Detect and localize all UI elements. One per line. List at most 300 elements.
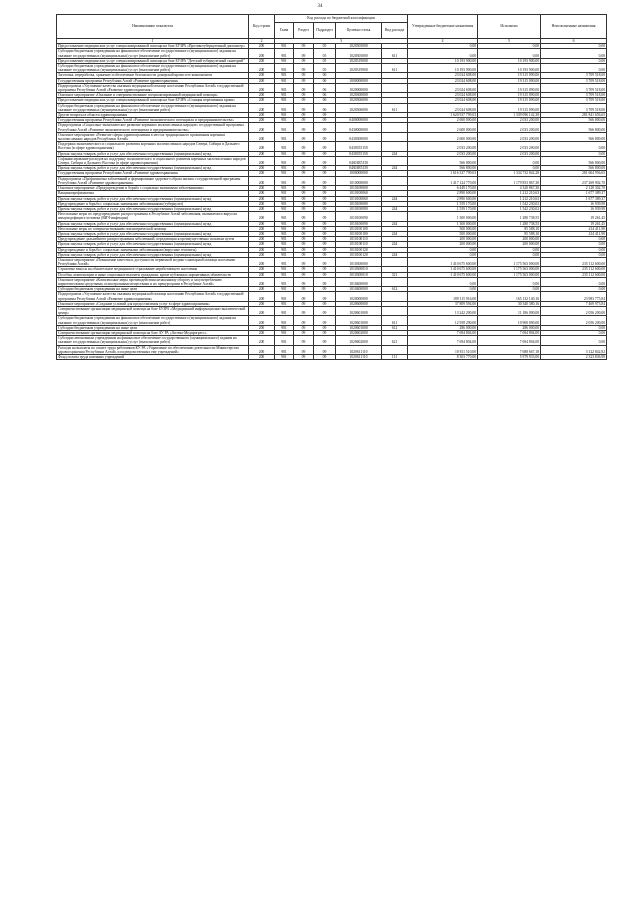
row-approved: 0,00 [408, 277, 478, 286]
row-target: 1020601000 [336, 325, 382, 330]
row-vid: 612 [382, 287, 408, 292]
row-glava: 901 [275, 277, 294, 286]
row-razdel: 09 [294, 49, 314, 58]
row-unexecuted: 2 056 200,00 [541, 316, 607, 325]
row-name: Государственная программа Республики Алтай «Развитие здравоохранения» [57, 171, 249, 176]
row-glava: 901 [275, 118, 294, 123]
row-target: 1010100060 [336, 191, 382, 196]
row-name: Пособия, компенсации и иные социальные выплаты гражданам, кроме публичных нормативных обязательств [57, 272, 249, 277]
row-glava: 901 [275, 123, 294, 132]
row-razdel: 09 [294, 247, 314, 252]
row-approved: 2 600 000,00 [408, 123, 478, 132]
row-approved: 1 300 000,00 [408, 212, 478, 221]
row-code: 200 [249, 151, 275, 156]
row-glava: 901 [275, 93, 294, 98]
row-glava: 901 [275, 272, 294, 277]
row-razdel: 09 [294, 231, 314, 236]
row-glava: 901 [275, 212, 294, 221]
row-vid: 244 [382, 166, 408, 171]
row-code: 200 [249, 206, 275, 211]
row-unexecuted: 0,00 [541, 142, 607, 151]
row-approved: 189 115 916,00 [408, 292, 478, 301]
row-glava: 901 [275, 171, 294, 176]
row-razdel: 09 [294, 267, 314, 272]
row-executed: 85 588,10 [478, 231, 541, 236]
row-vid: 621 [382, 336, 408, 345]
row-podrazdel: 09 [314, 221, 336, 226]
row-name: Прочая закупка товаров, работ и услуг для обеспечения государственных (муниципальных) нужд [57, 221, 249, 226]
row-vid [382, 156, 408, 165]
row-approved: 200 000,00 [408, 242, 478, 247]
row-vid: 244 [382, 206, 408, 211]
row-executed: 0,00 [478, 44, 541, 49]
row-executed: 1 542 230,02 [478, 201, 541, 206]
row-code: 200 [249, 191, 275, 196]
page-number: 34 [317, 4, 323, 9]
row-podrazdel: 09 [314, 113, 336, 118]
row-executed: 10 193 900,00 [478, 58, 541, 63]
row-razdel: 09 [294, 191, 314, 196]
row-target: 1020601000 [336, 306, 382, 315]
row-name: Субсидии автономным учреждениям на финансовое обеспечение государственного (муниципального) задания на оказание государственных (муниципальных) услуг (выполнение работ) [57, 336, 249, 345]
row-razdel: 09 [294, 176, 314, 185]
row-glava: 901 [275, 64, 294, 73]
row-razdel: 09 [294, 330, 314, 335]
row-unexecuted: 0,00 [541, 44, 607, 49]
row-name: Основное мероприятие «Оказание и совершенствование специализированной медицинской помощи» [57, 93, 249, 98]
row-podrazdel: 06 [314, 93, 336, 98]
row-vid: 611 [382, 49, 408, 58]
row-glava: 901 [275, 287, 294, 292]
row-podrazdel: 06 [314, 98, 336, 103]
row-name: Предупреждение и борьба с социально значимыми заболеваниями (туберкулез) [57, 201, 249, 206]
row-podrazdel: 09 [314, 272, 336, 277]
table-row [57, 316, 607, 325]
row-approved: 37 809 594,00 [408, 301, 478, 306]
row-name: Подпрограмма «Улучшение качества оказания медицинской помощи населению Республики Алтай» государственной программы Республики Алтай «Развитие здравоохранения» [57, 292, 249, 301]
row-name: Поддержка экономического и социального развития коренных малочисленных народов Севера, Сибири и Дальнего Востока (в сфере здравоохранения) [57, 142, 249, 151]
row-vid: 244 [382, 231, 408, 236]
row-vid: 611 [382, 103, 408, 112]
row-podrazdel: 09 [314, 277, 336, 286]
row-vid: 244 [382, 151, 408, 156]
row-unexecuted: 0,00 [541, 64, 607, 73]
row-razdel: 09 [294, 272, 314, 277]
row-name: Подпрограмма «Улучшение качества оказания медицинской помощи населению Республики Алтай» государственной программы Республики Алтай «Развитие здравоохранения» [57, 83, 249, 92]
row-code: 200 [249, 44, 275, 49]
row-target: 1010100120 [336, 252, 382, 257]
header-razdel: Раздел [294, 23, 314, 39]
row-podrazdel: 09 [314, 191, 336, 196]
row-code: 200 [249, 257, 275, 266]
row-name: Расходы на выплаты по оплате труда работников КУ РА «Управление по обеспечению деятельности Министерства здравоохранения Республики Алтай» и подведомственных ему учреждений» [57, 345, 249, 354]
row-approved: 2 033 200,00 [408, 151, 478, 156]
header-unexecuted: Неисполненные назначения [541, 15, 607, 39]
row-executed: 2 033 200,00 [478, 151, 541, 156]
row-approved: 500 000,00 [408, 231, 478, 236]
row-podrazdel: 09 [314, 316, 336, 325]
row-razdel: 09 [294, 345, 314, 354]
row-podrazdel: 09 [314, 257, 336, 266]
row-glava: 901 [275, 142, 294, 151]
row-code: 200 [249, 272, 275, 277]
row-podrazdel: 09 [314, 330, 336, 335]
row-razdel: 09 [294, 93, 314, 98]
row-name: Заготовка, переработка, хранение и обеспечение безопасности донорской крови и ее компонентов [57, 73, 249, 78]
row-executed: 7 694 804,00 [478, 330, 541, 335]
row-approved: 10 811 510,00 [408, 345, 478, 354]
header-approved: Утвержденные бюджетные назначения [408, 15, 478, 39]
row-glava: 901 [275, 226, 294, 231]
row-razdel: 09 [294, 206, 314, 211]
row-unexecuted: 3 709 518,00 [541, 73, 607, 78]
row-approved: 1 616 337 799,03 [408, 171, 478, 176]
row-name: Предупреждение дальнейшего распространения заболеваний, передающихся преимущественно половым путем [57, 237, 249, 242]
row-target: 1020319000 [336, 58, 382, 63]
row-razdel: 09 [294, 83, 314, 92]
row-vid: 244 [382, 252, 408, 257]
row-podrazdel: 09 [314, 306, 336, 315]
row-target: 1020306000 [336, 98, 382, 103]
table-row [57, 336, 607, 345]
row-podrazdel: 09 [314, 355, 336, 360]
row-unexecuted: 0,00 [541, 252, 607, 257]
row-executed: 19 315 090,00 [478, 93, 541, 98]
row-razdel: 09 [294, 118, 314, 123]
row-target: 1020305000 [336, 49, 382, 58]
row-approved: 13 242 290,00 [408, 306, 478, 315]
row-target: 0430000000 [336, 123, 382, 132]
table-row [57, 277, 607, 286]
row-executed: 30 340 380,16 [478, 301, 541, 306]
row-executed: 19 315 090,00 [478, 78, 541, 83]
row-unexecuted: 414 411,90 [541, 231, 607, 236]
header-classification: Код расхода по бюджетной классификации [275, 15, 408, 23]
row-approved: 23 024 608,00 [408, 83, 478, 92]
row-name: Субсидии бюджетным учреждениям на иные цели [57, 287, 249, 292]
row-glava: 901 [275, 166, 294, 171]
row-code: 200 [249, 345, 275, 354]
row-target: 1020602000 [336, 330, 382, 335]
row-unexecuted: 566 800,00 [541, 156, 607, 165]
row-code: 200 [249, 98, 275, 103]
column-number: 2 [249, 39, 275, 44]
row-code: 200 [249, 123, 275, 132]
row-approved: 23 024 608,00 [408, 98, 478, 103]
row-razdel: 09 [294, 103, 314, 112]
row-code: 200 [249, 212, 275, 221]
row-code: 200 [249, 196, 275, 201]
row-vid [382, 83, 408, 92]
row-podrazdel: 09 [314, 186, 336, 191]
row-executed: 200 000,00 [478, 237, 541, 242]
row-glava: 901 [275, 73, 294, 78]
row-unexecuted: 237 269 902,70 [541, 176, 607, 185]
row-target: 1020319000 [336, 64, 382, 73]
row-podrazdel: 09 [314, 123, 336, 132]
row-code: 200 [249, 142, 275, 151]
row-code: 200 [249, 58, 275, 63]
row-razdel: 09 [294, 226, 314, 231]
row-code: 200 [249, 330, 275, 335]
row-razdel: 09 [294, 306, 314, 315]
row-razdel: 09 [294, 156, 314, 165]
row-glava: 901 [275, 49, 294, 58]
row-approved: 23 024 608,00 [408, 73, 478, 78]
row-code: 200 [249, 64, 275, 73]
row-vid: 244 [382, 196, 408, 201]
row-unexecuted: 3 122 842,82 [541, 345, 607, 354]
row-code: 200 [249, 166, 275, 171]
row-code: 200 [249, 113, 275, 118]
row-target: 1020300000 [336, 93, 382, 98]
table-row [57, 103, 607, 112]
row-glava: 901 [275, 221, 294, 226]
row-approved: 1 300 000,00 [408, 221, 478, 226]
row-name: Основное мероприятие «Комплексные меры противодействия незаконному обороту и злоупотреблению наркотическими средствами, психотропными веществами и их прекурсорами в Республике Алтай» [57, 277, 249, 286]
row-target: 1010000000 [336, 176, 382, 185]
row-razdel: 09 [294, 277, 314, 286]
row-approved: 200 000,00 [408, 237, 478, 242]
row-vid [382, 142, 408, 151]
row-target: 1020600000 [336, 301, 382, 306]
row-unexecuted: 0,00 [541, 237, 607, 242]
row-target: 1010300000 [336, 257, 382, 266]
row-code: 200 [249, 93, 275, 98]
row-podrazdel: 09 [314, 132, 336, 141]
row-unexecuted: 2 128 302,70 [541, 186, 607, 191]
row-approved: 566 800,00 [408, 156, 478, 165]
row-target: 1010100110 [336, 237, 382, 242]
row-target: 1020602000 [336, 336, 382, 345]
row-name: Предоставление медицинских услуг специализированной помощи на базе БУЗРА "Детский туберкулезный санаторий" [57, 58, 249, 63]
row-name: Основное мероприятие «Предупреждение и борьба с социально значимыми заболеваниями» [57, 186, 249, 191]
column-number: 6 [541, 39, 607, 44]
row-target: 0400000000 [336, 118, 382, 123]
row-unexecuted: 0,00 [541, 277, 607, 286]
row-unexecuted: 281 604 956,65 [541, 171, 607, 176]
row-code: 200 [249, 156, 275, 165]
row-code: 200 [249, 237, 275, 242]
row-unexecuted: 566 800,00 [541, 123, 607, 132]
row-podrazdel: 06 [314, 103, 336, 112]
row-name: Субсидии бюджетным учреждениям на финансовое обеспечение государственного (муниципального) задания на оказание государственных (муниципальных) услуг (выполнение работ) [57, 49, 249, 58]
row-target: 1010100100 [336, 231, 382, 236]
row-name: Субсидии бюджетным учреждениям на иные цели [57, 325, 249, 330]
row-unexecuted: 2 323 836,98 [541, 355, 607, 360]
row-approved: 1 620 937 799,03 [408, 113, 478, 118]
table-row [57, 355, 607, 360]
row-unexecuted: 0,00 [541, 330, 607, 335]
row-approved: 1 417 124 770,00 [408, 176, 478, 185]
row-vid [382, 123, 408, 132]
budget-execution-table [56, 14, 607, 360]
row-code: 200 [249, 301, 275, 306]
row-unexecuted: 16 939,98 [541, 206, 607, 211]
row-code: 200 [249, 287, 275, 292]
row-code: 200 [249, 83, 275, 92]
row-glava: 901 [275, 83, 294, 92]
row-name: Государственная программа Республики Алтай «Развитие экономического потенциала и предпринимательства» [57, 118, 249, 123]
row-name: Государственная программа Республики Алтай «Развитие здравоохранения» [57, 78, 249, 83]
row-target: 1010300010 [336, 267, 382, 272]
row-podrazdel: 09 [314, 325, 336, 330]
row-unexecuted: 566 800,00 [541, 132, 607, 141]
row-approved: 0,00 [408, 247, 478, 252]
table-row [57, 176, 607, 185]
row-executed: 10 193 900,00 [478, 64, 541, 73]
row-glava: 901 [275, 301, 294, 306]
row-executed: 19 315 090,00 [478, 103, 541, 112]
row-executed: 7 694 804,00 [478, 336, 541, 345]
row-target: 1010400000 [336, 287, 382, 292]
row-razdel: 09 [294, 212, 314, 221]
row-vid [382, 277, 408, 286]
row-executed: 1 212 210,63 [478, 196, 541, 201]
row-name: Совершенствование организации медицинской помощи на базе АУ РА «Аптека-Медпрогресс» [57, 330, 249, 335]
row-code: 200 [249, 247, 275, 252]
row-name: Прочая закупка товаров, работ и услуг для обеспечения государственных (муниципальных) нужд [57, 242, 249, 247]
row-razdel: 09 [294, 113, 314, 118]
row-unexecuted: 281 841 656,65 [541, 113, 607, 118]
row-podrazdel: 06 [314, 83, 336, 92]
row-unexecuted: 3 709 518,00 [541, 103, 607, 112]
row-glava: 901 [275, 132, 294, 141]
header-name: Наименование показателя [57, 15, 249, 39]
row-code: 200 [249, 49, 275, 58]
row-vid: 611 [382, 64, 408, 73]
table-row [57, 123, 607, 132]
table-row [57, 142, 607, 151]
row-executed: 4 320 867,30 [478, 186, 541, 191]
row-approved: 23 024 608,00 [408, 103, 478, 112]
row-name: Неотложные меры по совершенствованию психиатрической помощи [57, 226, 249, 231]
row-vid [382, 257, 408, 266]
row-glava: 901 [275, 247, 294, 252]
row-unexecuted: 2 056 200,00 [541, 306, 607, 315]
row-name: Прочая закупка товаров, работ и услуг для обеспечения государственных (муниципальных) нужд [57, 206, 249, 211]
row-approved: 2 600 000,00 [408, 132, 478, 141]
row-approved: 23 024 608,00 [408, 93, 478, 98]
row-executed: 0,00 [478, 252, 541, 257]
row-glava: 901 [275, 316, 294, 325]
row-glava: 901 [275, 242, 294, 247]
row-target: 1020611110 [336, 345, 382, 354]
row-razdel: 09 [294, 78, 314, 83]
row-podrazdel: 05 [314, 64, 336, 73]
row-podrazdel: 09 [314, 242, 336, 247]
row-executed: 286 000,00 [478, 325, 541, 330]
row-podrazdel: 09 [314, 166, 336, 171]
row-name: Фонд оплаты труда казенных учреждений [57, 355, 249, 360]
row-target: 1020306000 [336, 103, 382, 112]
row-executed: 1 179 853 867,30 [478, 176, 541, 185]
row-name: Страховые взносы на обязательное медицинское страхование неработающего населения [57, 267, 249, 272]
row-name: Основное мероприятие «Повышение качества и доступности первичной медико-санитарной помощи населению Республики Алтай» [57, 257, 249, 266]
table-row [57, 292, 607, 301]
row-glava: 901 [275, 191, 294, 196]
row-razdel: 09 [294, 132, 314, 141]
row-glava: 901 [275, 345, 294, 354]
column-number: 1 [57, 39, 249, 44]
row-executed: 200 000,00 [478, 242, 541, 247]
row-unexecuted: 3 709 518,00 [541, 78, 607, 83]
row-executed: 5 979 933,00 [478, 355, 541, 360]
header-target: Целевая статья [336, 23, 382, 39]
row-name: Основное мероприятие «Создание условий для предоставления услуг в сфере здравоохранения» [57, 301, 249, 306]
row-approved: 10 193 900,00 [408, 64, 478, 73]
row-approved: 2 890 600,00 [408, 191, 478, 196]
row-unexecuted: 0,00 [541, 49, 607, 58]
row-vid: 321 [382, 272, 408, 277]
row-target: 1020601000 [336, 316, 382, 325]
row-executed: 1 542 230,02 [478, 206, 541, 211]
row-target: 1020000000 [336, 83, 382, 92]
table-row [57, 212, 607, 221]
row-podrazdel: 09 [314, 345, 336, 354]
row-unexecuted: 23 983 775,84 [541, 292, 607, 301]
table-row [57, 83, 607, 92]
row-target: 0430355150 [336, 151, 382, 156]
row-target: 1020000000 [336, 292, 382, 301]
row-executed: 2 033 200,00 [478, 118, 541, 123]
row-target: 1010100110 [336, 242, 382, 247]
row-name: Софинансирование расходов на поддержку экономического и социального развития коренных малочисленных народов Севера, Сибири и Дальнего Востока (в сфере здравоохранения) [57, 156, 249, 165]
row-podrazdel: 09 [314, 206, 336, 211]
row-unexecuted: 1 677 389,37 [541, 191, 607, 196]
row-approved: 12 958 290,00 [408, 316, 478, 325]
row-vid [382, 292, 408, 301]
table-row [57, 306, 607, 315]
row-razdel: 09 [294, 73, 314, 78]
row-approved: 566 800,00 [408, 166, 478, 171]
row-executed: 1 175 563 000,00 [478, 267, 541, 272]
row-approved: 6 449 170,00 [408, 186, 478, 191]
row-code: 200 [249, 267, 275, 272]
row-podrazdel: 09 [314, 292, 336, 301]
row-glava: 901 [275, 252, 294, 257]
row-code: 200 [249, 103, 275, 112]
row-podrazdel: 09 [314, 156, 336, 165]
row-unexecuted: 7 469 973,84 [541, 301, 607, 306]
row-razdel: 09 [294, 64, 314, 73]
table-row [57, 49, 607, 58]
row-unexecuted: 0,00 [541, 336, 607, 345]
row-code: 200 [249, 242, 275, 247]
row-vid: 612 [382, 325, 408, 330]
row-executed: 0,00 [478, 287, 541, 292]
row-glava: 901 [275, 113, 294, 118]
row-code: 200 [249, 226, 275, 231]
row-approved: 0,00 [408, 49, 478, 58]
row-razdel: 09 [294, 316, 314, 325]
row-glava: 901 [275, 306, 294, 315]
row-unexecuted: 16 939,98 [541, 201, 607, 206]
row-code: 200 [249, 221, 275, 226]
row-code: 200 [249, 316, 275, 325]
row-unexecuted: 19 261,45 [541, 212, 607, 221]
row-unexecuted: 566 800,00 [541, 166, 607, 171]
row-approved: 10 193 900,00 [408, 58, 478, 63]
row-approved: 7 694 804,00 [408, 336, 478, 345]
row-name: Прочая закупка товаров, работ и услуг для обеспечения государственных (муниципальных) нужд [57, 231, 249, 236]
row-unexecuted: 235 112 600,00 [541, 267, 607, 272]
row-target: 1010100060 [336, 196, 382, 201]
row-name: Предоставление медицинских услуг специализированной помощи на базе БУЗРА «Противотуберкулезный диспансер» [57, 44, 249, 49]
row-podrazdel: 09 [314, 301, 336, 306]
row-unexecuted: 3 709 518,00 [541, 83, 607, 92]
row-unexecuted: 0,00 [541, 58, 607, 63]
